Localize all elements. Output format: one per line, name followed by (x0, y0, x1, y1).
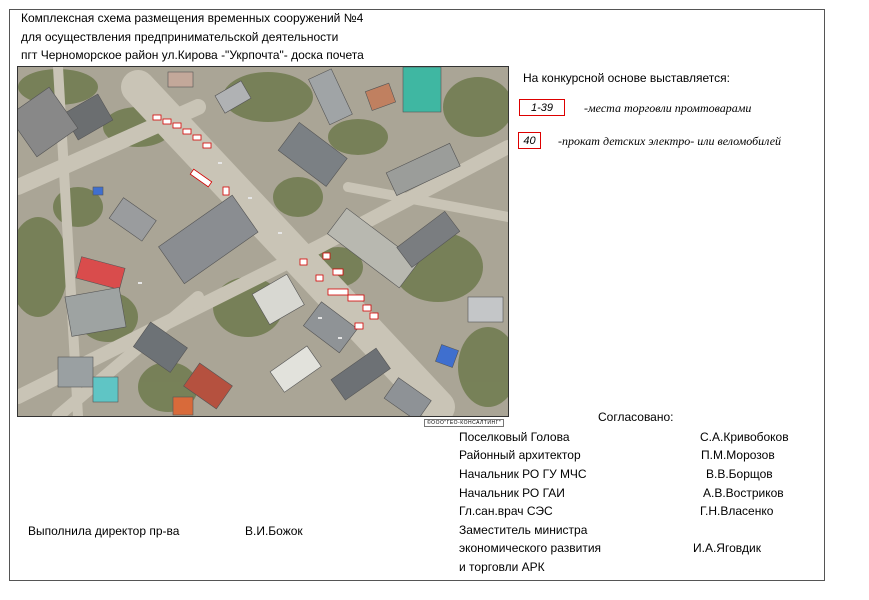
approval-name: П.М.Морозов (701, 448, 775, 462)
approval-name: С.А.Кривобоков (700, 430, 789, 444)
legend-code-box-1: 1-39 (519, 99, 565, 116)
approval-position: Районный архитектор (459, 448, 581, 462)
title-line-1: Комплексная схема размещения временных сооружений №4 (21, 11, 364, 25)
approval-name: В.В.Борщов (706, 467, 773, 481)
approval-position: экономического развития (459, 541, 602, 555)
aerial-photo (18, 67, 508, 416)
aerial-map (17, 66, 509, 417)
approval-position: Гл.сан.врач СЭС (459, 504, 553, 518)
prepared-by-name: В.И.Божок (245, 524, 303, 538)
map-copyright: ©ООО"ГЕО-КОНСАЛТИНГ" (424, 419, 504, 427)
approval-name: Г.Н.Власенко (700, 504, 774, 518)
legend-text-2: -прокат детских электро- или веломобилей (558, 134, 782, 148)
title-line-3: пгт Черноморское район ул.Кирова -"Укрпочта"- доска почета (21, 48, 364, 62)
approval-position: Заместитель министра (459, 523, 588, 537)
legend-heading: На конкурсной основе выставляется: (523, 71, 730, 85)
approval-position: и торговли АРК (459, 560, 545, 574)
title-line-2: для осуществления предпринимательской деятельности (21, 30, 339, 44)
approval-name: И.А.Яговдик (693, 541, 761, 555)
legend-code-box-2: 40 (518, 132, 541, 149)
approval-name: А.В.Востриков (703, 486, 784, 500)
approval-position: Начальник РО ГУ МЧС (459, 467, 587, 481)
approval-heading: Согласовано: (598, 410, 674, 424)
approval-position: Поселковый Голова (459, 430, 570, 444)
prepared-by-label: Выполнила директор пр-ва (28, 524, 180, 538)
legend-text-1: -места торговли промтоварами (584, 101, 752, 115)
approval-position: Начальник РО ГАИ (459, 486, 565, 500)
